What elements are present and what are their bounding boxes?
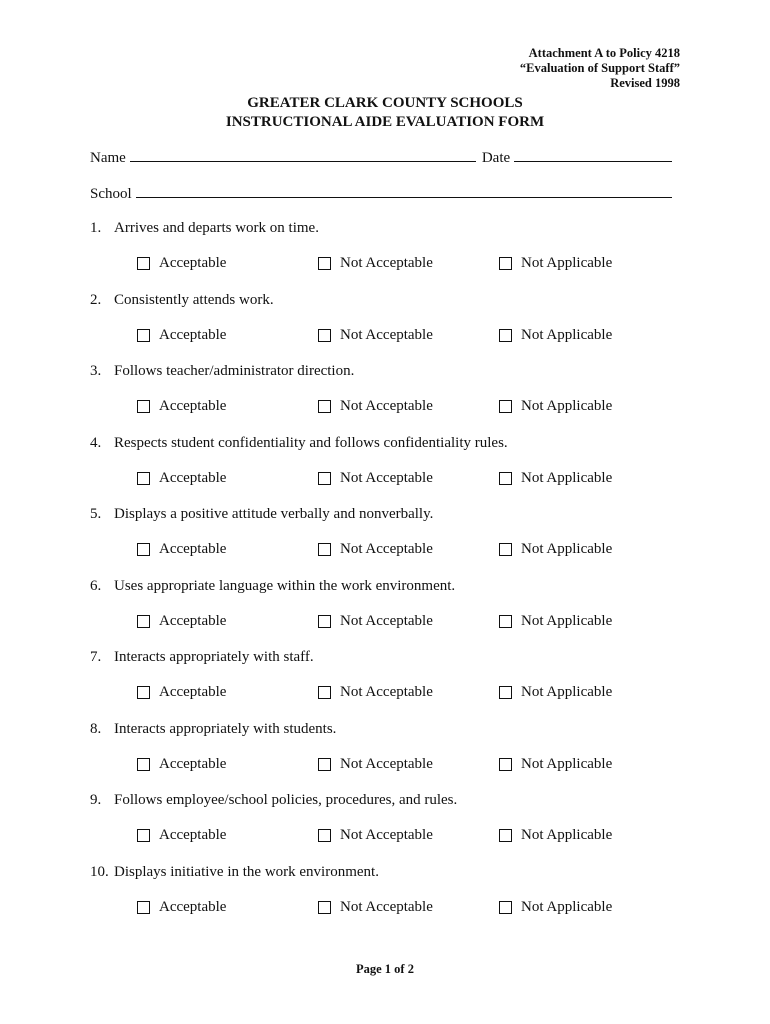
question-item bbox=[90, 362, 354, 380]
question-text: Follows employee/school policies, procedures, and rules. bbox=[114, 792, 458, 808]
not-acceptable-checkbox[interactable] bbox=[318, 400, 331, 413]
option-not-applicable[interactable] bbox=[499, 756, 612, 773]
option-not-applicable[interactable] bbox=[499, 899, 612, 916]
not-applicable-checkbox[interactable] bbox=[499, 257, 512, 270]
school-row bbox=[90, 183, 672, 203]
option-not-acceptable[interactable] bbox=[318, 613, 433, 630]
option-acceptable[interactable] bbox=[137, 684, 226, 701]
not-acceptable-checkbox[interactable] bbox=[318, 472, 331, 485]
option-not-acceptable[interactable] bbox=[318, 470, 433, 487]
option-acceptable[interactable] bbox=[137, 827, 226, 844]
acceptable-checkbox[interactable] bbox=[137, 400, 150, 413]
title-form-name: INSTRUCTIONAL AIDE EVALUATION FORM bbox=[225, 114, 545, 130]
title-school-district: GREATER CLARK COUNTY SCHOOLS bbox=[247, 95, 523, 111]
attachment-revised: Revised 1998 bbox=[610, 76, 680, 90]
option-not-applicable[interactable] bbox=[499, 827, 612, 844]
not-acceptable-label: Not Acceptable bbox=[340, 684, 433, 700]
acceptable-label: Acceptable bbox=[159, 541, 227, 557]
acceptable-label: Acceptable bbox=[159, 326, 227, 343]
acceptable-label: Acceptable bbox=[159, 398, 227, 414]
acceptable-checkbox[interactable] bbox=[137, 615, 150, 628]
acceptable-checkbox[interactable] bbox=[137, 329, 150, 342]
not-acceptable-label: Not Acceptable bbox=[340, 255, 433, 271]
not-applicable-label: Not Applicable bbox=[521, 612, 613, 629]
question-text: Interacts appropriately with students. bbox=[114, 720, 337, 737]
not-applicable-label: Not Applicable bbox=[521, 755, 613, 772]
question-number: 7. bbox=[90, 649, 102, 665]
question-item bbox=[90, 720, 336, 738]
acceptable-label: Acceptable bbox=[159, 827, 227, 843]
rating-options bbox=[0, 756, 770, 776]
not-applicable-checkbox[interactable] bbox=[499, 400, 512, 413]
not-applicable-checkbox[interactable] bbox=[499, 472, 512, 485]
not-applicable-label: Not Applicable bbox=[521, 326, 613, 343]
acceptable-checkbox[interactable] bbox=[137, 543, 150, 556]
question-number: 2. bbox=[90, 291, 102, 308]
option-not-applicable[interactable] bbox=[499, 327, 612, 344]
not-acceptable-label: Not Acceptable bbox=[340, 398, 433, 414]
rating-options bbox=[0, 541, 770, 561]
option-not-acceptable[interactable] bbox=[318, 398, 433, 415]
acceptable-label: Acceptable bbox=[159, 469, 227, 486]
option-acceptable[interactable] bbox=[137, 255, 226, 272]
attachment-header bbox=[520, 46, 680, 91]
name-date-row bbox=[90, 147, 672, 167]
not-acceptable-checkbox[interactable] bbox=[318, 543, 331, 556]
question-number: 3. bbox=[90, 363, 102, 379]
option-not-applicable[interactable] bbox=[499, 255, 612, 272]
question-item bbox=[90, 219, 319, 237]
question-number: 1. bbox=[90, 220, 102, 236]
question-number: 10. bbox=[90, 863, 109, 880]
not-applicable-checkbox[interactable] bbox=[499, 686, 512, 699]
not-applicable-label: Not Applicable bbox=[521, 541, 613, 557]
option-acceptable[interactable] bbox=[137, 398, 226, 415]
rating-options bbox=[0, 613, 770, 633]
acceptable-label: Acceptable bbox=[159, 898, 227, 915]
not-acceptable-checkbox[interactable] bbox=[318, 615, 331, 628]
not-applicable-label: Not Applicable bbox=[521, 827, 613, 843]
not-acceptable-label: Not Acceptable bbox=[340, 755, 433, 772]
name-label: Name bbox=[90, 150, 126, 166]
acceptable-checkbox[interactable] bbox=[137, 758, 150, 771]
option-not-applicable[interactable] bbox=[499, 398, 612, 415]
acceptable-checkbox[interactable] bbox=[137, 257, 150, 270]
acceptable-checkbox[interactable] bbox=[137, 829, 150, 842]
not-acceptable-checkbox[interactable] bbox=[318, 257, 331, 270]
option-acceptable[interactable] bbox=[137, 756, 226, 773]
not-applicable-checkbox[interactable] bbox=[499, 829, 512, 842]
option-acceptable[interactable] bbox=[137, 470, 226, 487]
attachment-subtitle: “Evaluation of Support Staff” bbox=[519, 61, 680, 75]
rating-options bbox=[0, 398, 770, 418]
question-text: Respects student confidentiality and follows confidentiality rules. bbox=[114, 434, 508, 451]
option-not-acceptable[interactable] bbox=[318, 327, 433, 344]
question-number: 4. bbox=[90, 434, 102, 451]
option-acceptable[interactable] bbox=[137, 327, 226, 344]
not-applicable-label: Not Applicable bbox=[521, 898, 613, 915]
option-acceptable[interactable] bbox=[137, 613, 226, 630]
option-not-acceptable[interactable] bbox=[318, 827, 433, 844]
question-text: Displays a positive attitude verbally and nonverbally. bbox=[114, 506, 434, 522]
not-applicable-checkbox[interactable] bbox=[499, 543, 512, 556]
not-applicable-checkbox[interactable] bbox=[499, 758, 512, 771]
school-label: School bbox=[90, 186, 132, 202]
form-title bbox=[0, 94, 770, 132]
acceptable-checkbox[interactable] bbox=[137, 472, 150, 485]
question-number: 8. bbox=[90, 720, 102, 737]
option-not-applicable[interactable] bbox=[499, 541, 612, 558]
rating-options bbox=[0, 327, 770, 347]
question-item bbox=[90, 648, 314, 666]
acceptable-checkbox[interactable] bbox=[137, 901, 150, 914]
option-not-acceptable[interactable] bbox=[318, 756, 433, 773]
question-item bbox=[90, 291, 274, 309]
question-number: 5. bbox=[90, 506, 102, 522]
not-acceptable-label: Not Acceptable bbox=[340, 326, 433, 343]
rating-options bbox=[0, 827, 770, 847]
not-acceptable-checkbox[interactable] bbox=[318, 329, 331, 342]
not-acceptable-checkbox[interactable] bbox=[318, 686, 331, 699]
not-applicable-label: Not Applicable bbox=[521, 684, 613, 700]
option-not-acceptable[interactable] bbox=[318, 899, 433, 916]
option-not-applicable[interactable] bbox=[499, 470, 612, 487]
question-text: Consistently attends work. bbox=[114, 291, 274, 308]
question-item bbox=[90, 434, 508, 452]
attachment-policy: Attachment A to Policy 4218 bbox=[528, 46, 680, 60]
not-applicable-checkbox[interactable] bbox=[499, 329, 512, 342]
option-acceptable[interactable] bbox=[137, 899, 226, 916]
school-field[interactable] bbox=[136, 183, 672, 198]
rating-options bbox=[0, 899, 770, 919]
date-label: Date bbox=[481, 150, 511, 166]
date-field[interactable] bbox=[514, 147, 672, 162]
question-text: Arrives and departs work on time. bbox=[114, 220, 319, 236]
option-not-acceptable[interactable] bbox=[318, 255, 433, 272]
not-acceptable-label: Not Acceptable bbox=[340, 612, 433, 629]
acceptable-label: Acceptable bbox=[159, 684, 227, 700]
option-not-acceptable[interactable] bbox=[318, 684, 433, 701]
option-not-applicable[interactable] bbox=[499, 613, 612, 630]
not-applicable-checkbox[interactable] bbox=[499, 901, 512, 914]
acceptable-label: Acceptable bbox=[159, 255, 227, 271]
not-acceptable-label: Not Acceptable bbox=[340, 827, 433, 843]
rating-options bbox=[0, 684, 770, 704]
question-text: Displays initiative in the work environment. bbox=[114, 863, 379, 880]
rating-options bbox=[0, 255, 770, 275]
page-number: Page 1 of 2 bbox=[356, 962, 414, 976]
not-acceptable-checkbox[interactable] bbox=[318, 829, 331, 842]
not-acceptable-label: Not Acceptable bbox=[340, 469, 433, 486]
question-item bbox=[90, 577, 455, 595]
question-number: 9. bbox=[90, 792, 102, 808]
not-applicable-label: Not Applicable bbox=[521, 255, 613, 271]
option-acceptable[interactable] bbox=[137, 541, 226, 558]
question-text: Follows teacher/administrator direction. bbox=[114, 363, 355, 379]
question-text: Uses appropriate language within the work environment. bbox=[114, 577, 456, 594]
question-item bbox=[90, 863, 379, 881]
not-applicable-checkbox[interactable] bbox=[499, 615, 512, 628]
acceptable-checkbox[interactable] bbox=[137, 686, 150, 699]
rating-options bbox=[0, 470, 770, 490]
not-applicable-label: Not Applicable bbox=[521, 398, 613, 414]
question-text: Interacts appropriately with staff. bbox=[114, 649, 314, 665]
question-number: 6. bbox=[90, 577, 102, 594]
acceptable-label: Acceptable bbox=[159, 755, 227, 772]
question-item bbox=[90, 791, 457, 809]
acceptable-label: Acceptable bbox=[159, 612, 227, 629]
not-acceptable-checkbox[interactable] bbox=[318, 758, 331, 771]
option-not-acceptable[interactable] bbox=[318, 541, 433, 558]
not-acceptable-label: Not Acceptable bbox=[340, 898, 433, 915]
not-acceptable-checkbox[interactable] bbox=[318, 901, 331, 914]
not-acceptable-label: Not Acceptable bbox=[340, 541, 433, 557]
name-field[interactable] bbox=[130, 147, 476, 162]
option-not-applicable[interactable] bbox=[499, 684, 612, 701]
not-applicable-label: Not Applicable bbox=[521, 469, 613, 486]
question-item bbox=[90, 505, 433, 523]
